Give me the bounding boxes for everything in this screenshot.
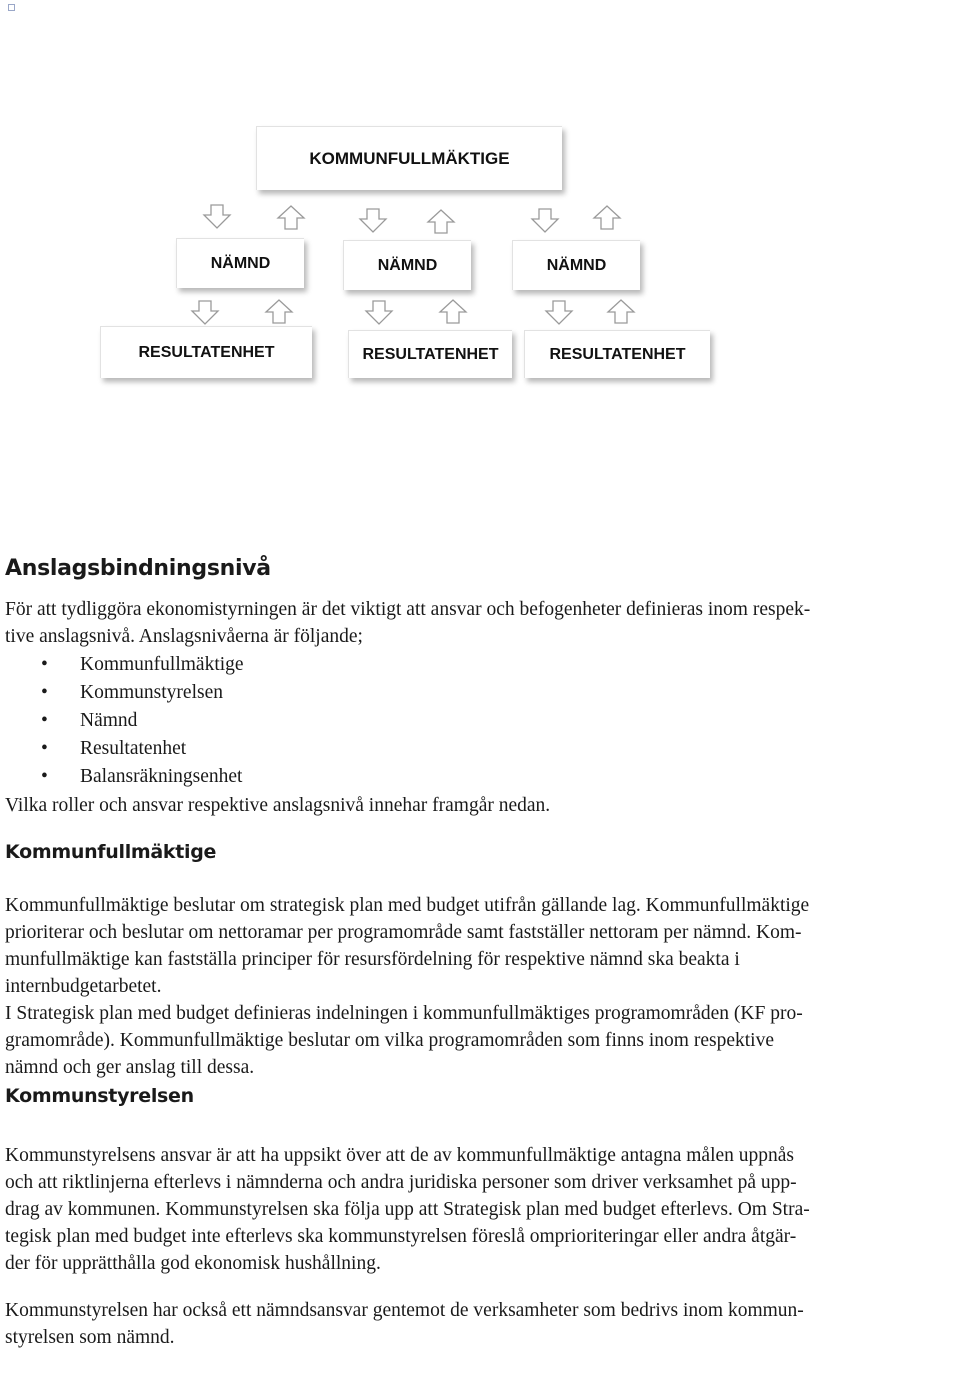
document-body [5, 555, 960, 1351]
arrow-up-icon [264, 298, 294, 324]
arrow-down-icon [202, 204, 232, 230]
box-resultatenhet-2: RESULTATENHET [348, 330, 512, 378]
list-item: • Kommunfullmäktige [5, 651, 960, 679]
paragraph-line: och att riktlinjerna efterlevs i nämnderna och andra juridiska personer som driver verksamhet på upp- [5, 1172, 797, 1193]
arrow-up-icon [592, 204, 622, 230]
paragraph-line: prioriterar och beslutar om nettoramar per programområde samt fastställer nettoram per nämnd. Kom- [5, 922, 802, 943]
arrow-up-icon [426, 208, 456, 234]
budget-hierarchy-diagram [0, 0, 960, 400]
paragraph-line: styrelsen som nämnd. [5, 1327, 175, 1348]
paragraph-line: Kommunstyrelsens ansvar är att ha uppsikt över att de av kommunfullmäktige antagna målen uppnås [5, 1145, 795, 1166]
arrow-down-icon [364, 300, 394, 326]
heading-kommunfullmaktige: Kommunfullmäktige [5, 841, 217, 863]
paragraph-line: För att tydliggöra ekonomistyrningen är det viktigt att ansvar och befogenheter definieras inom respek- [5, 599, 811, 620]
arrow-up-icon [438, 298, 468, 324]
box-namnd-1: NÄMND [176, 238, 304, 288]
box-namnd-2: NÄMND [343, 240, 471, 290]
paragraph-line: munfullmäktige kan fastställa principer för resursfördelning för respektive nämnd ska beakta i [5, 949, 740, 970]
arrow-up-icon [276, 204, 306, 230]
paragraph-line: der för upprätthålla god ekonomisk hushållning. [5, 1253, 381, 1274]
list-item: • Nämnd [5, 707, 960, 735]
heading-anslagsbindningsniva: Anslagsbindningsnivå [5, 556, 271, 581]
arrow-up-icon [606, 298, 636, 324]
list-item: • Kommunstyrelsen [5, 679, 960, 707]
arrow-down-icon [544, 300, 574, 326]
paragraph-line: internbudgetarbetet. [5, 976, 162, 997]
paragraph-line: tive anslagsnivå. Anslagsnivåerna är följande; [5, 626, 363, 647]
paragraph-line: nämnd och ger anslag till dessa. [5, 1057, 255, 1078]
arrow-down-icon [190, 300, 220, 326]
box-resultatenhet-1: RESULTATENHET [100, 326, 312, 378]
box-kommunfullmaktige: KOMMUNFULLMÄKTIGE [256, 126, 562, 190]
paragraph-line: drag av kommunen. Kommunstyrelsen ska följa upp att Strategisk plan med budget efterlevs. Om Stra- [5, 1199, 810, 1220]
arrow-down-icon [530, 208, 560, 234]
paragraph-line: Vilka roller och ansvar respektive anslagsnivå innehar framgår nedan. [5, 795, 551, 816]
paragraph-line: Kommunfullmäktige beslutar om strategisk plan med budget utifrån gällande lag. Kommunfullmäktige [5, 895, 810, 916]
list-item: • Resultatenhet [5, 735, 960, 763]
anslagsniva-list [5, 651, 960, 791]
paragraph-line: gramområde). Kommunfullmäktige beslutar om vilka programområden som finns inom respektive [5, 1030, 774, 1051]
heading-kommunstyrelsen: Kommunstyrelsen [5, 1085, 194, 1107]
arrow-down-icon [358, 208, 388, 234]
box-resultatenhet-3: RESULTATENHET [524, 330, 710, 378]
list-item: • Balansräkningsenhet [5, 763, 960, 791]
paragraph-line: tegisk plan med budget inte efterlevs ska kommunstyrelsen föreslå omprioriteringar eller andra åtgär- [5, 1226, 797, 1247]
paragraph-line: Kommunstyrelsen har också ett nämndsansvar gentemot de verksamheter som bedrivs inom kommun- [5, 1300, 804, 1321]
paragraph-line: I Strategisk plan med budget definieras indelningen i kommunfullmäktiges programområden (KF pro- [5, 1003, 803, 1024]
box-namnd-3: NÄMND [512, 240, 640, 290]
